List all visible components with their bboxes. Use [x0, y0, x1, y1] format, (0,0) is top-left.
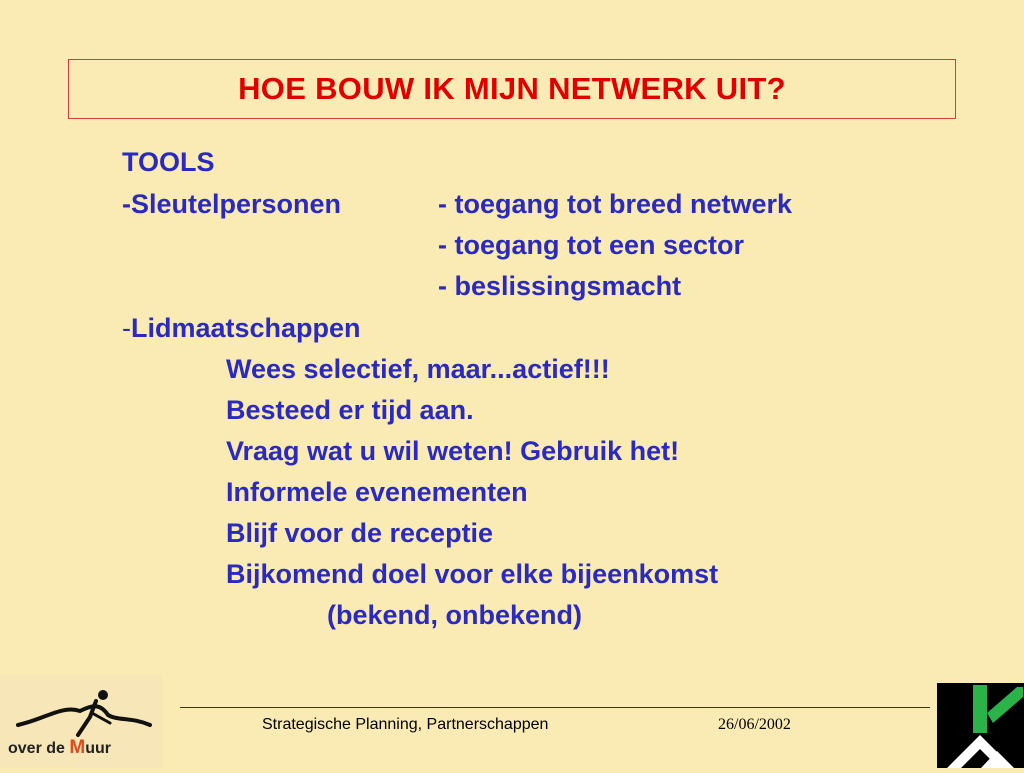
- over-de-muur-logo: [0, 675, 162, 768]
- lidmaatschappen-point: Bijkomend doel voor elke bijeenkomst: [226, 559, 719, 589]
- lidmaatschappen-point: Besteed er tijd aan.: [226, 395, 474, 425]
- sleutelpersonen-row: [122, 188, 341, 220]
- k-logo-icon: [937, 683, 1024, 768]
- footer-text: Strategische Planning, Partnerschappen: [262, 716, 549, 733]
- lidmaatschappen-label: Lidmaatschappen: [131, 313, 361, 343]
- sleutelpersonen-point: - toegang tot een sector: [438, 230, 745, 260]
- lidmaatschappen-row: [122, 312, 361, 344]
- lidmaatschappen-note: (bekend, onbekend): [327, 600, 583, 630]
- sleutelpersonen-label: Sleutelpersonen: [131, 189, 342, 219]
- runner-icon: [0, 675, 162, 745]
- lidmaatschappen-point: Vraag wat u wil weten! Gebruik het!: [226, 436, 680, 466]
- logo-word-prefix: over de: [8, 740, 70, 757]
- lidmaatschappen-point: Informele evenementen: [226, 477, 528, 507]
- logo-wordmark: [8, 737, 111, 759]
- slide-title: HOE BOUW IK MIJN NETWERK UIT?: [238, 71, 786, 106]
- tools-heading: TOOLS: [122, 147, 215, 177]
- logo-word-m: M: [69, 737, 86, 758]
- sleutelpersonen-point: - toegang tot breed netwerk: [438, 189, 793, 219]
- lidmaatschappen-point: Wees selectief, maar...actief!!!: [226, 354, 610, 384]
- sleutelpersonen-point: - beslissingsmacht: [438, 271, 682, 301]
- footer-date: 26/06/2002: [718, 716, 791, 733]
- k-logo: [937, 683, 1024, 768]
- lidmaatschappen-point: Blijf voor de receptie: [226, 518, 494, 548]
- lidmaatschappen-dash: -: [122, 313, 131, 343]
- footer-rule: [180, 707, 930, 708]
- title-box: [68, 59, 956, 119]
- logo-word-suffix: uur: [85, 740, 111, 757]
- sleutelpersonen-dash: -: [122, 189, 131, 219]
